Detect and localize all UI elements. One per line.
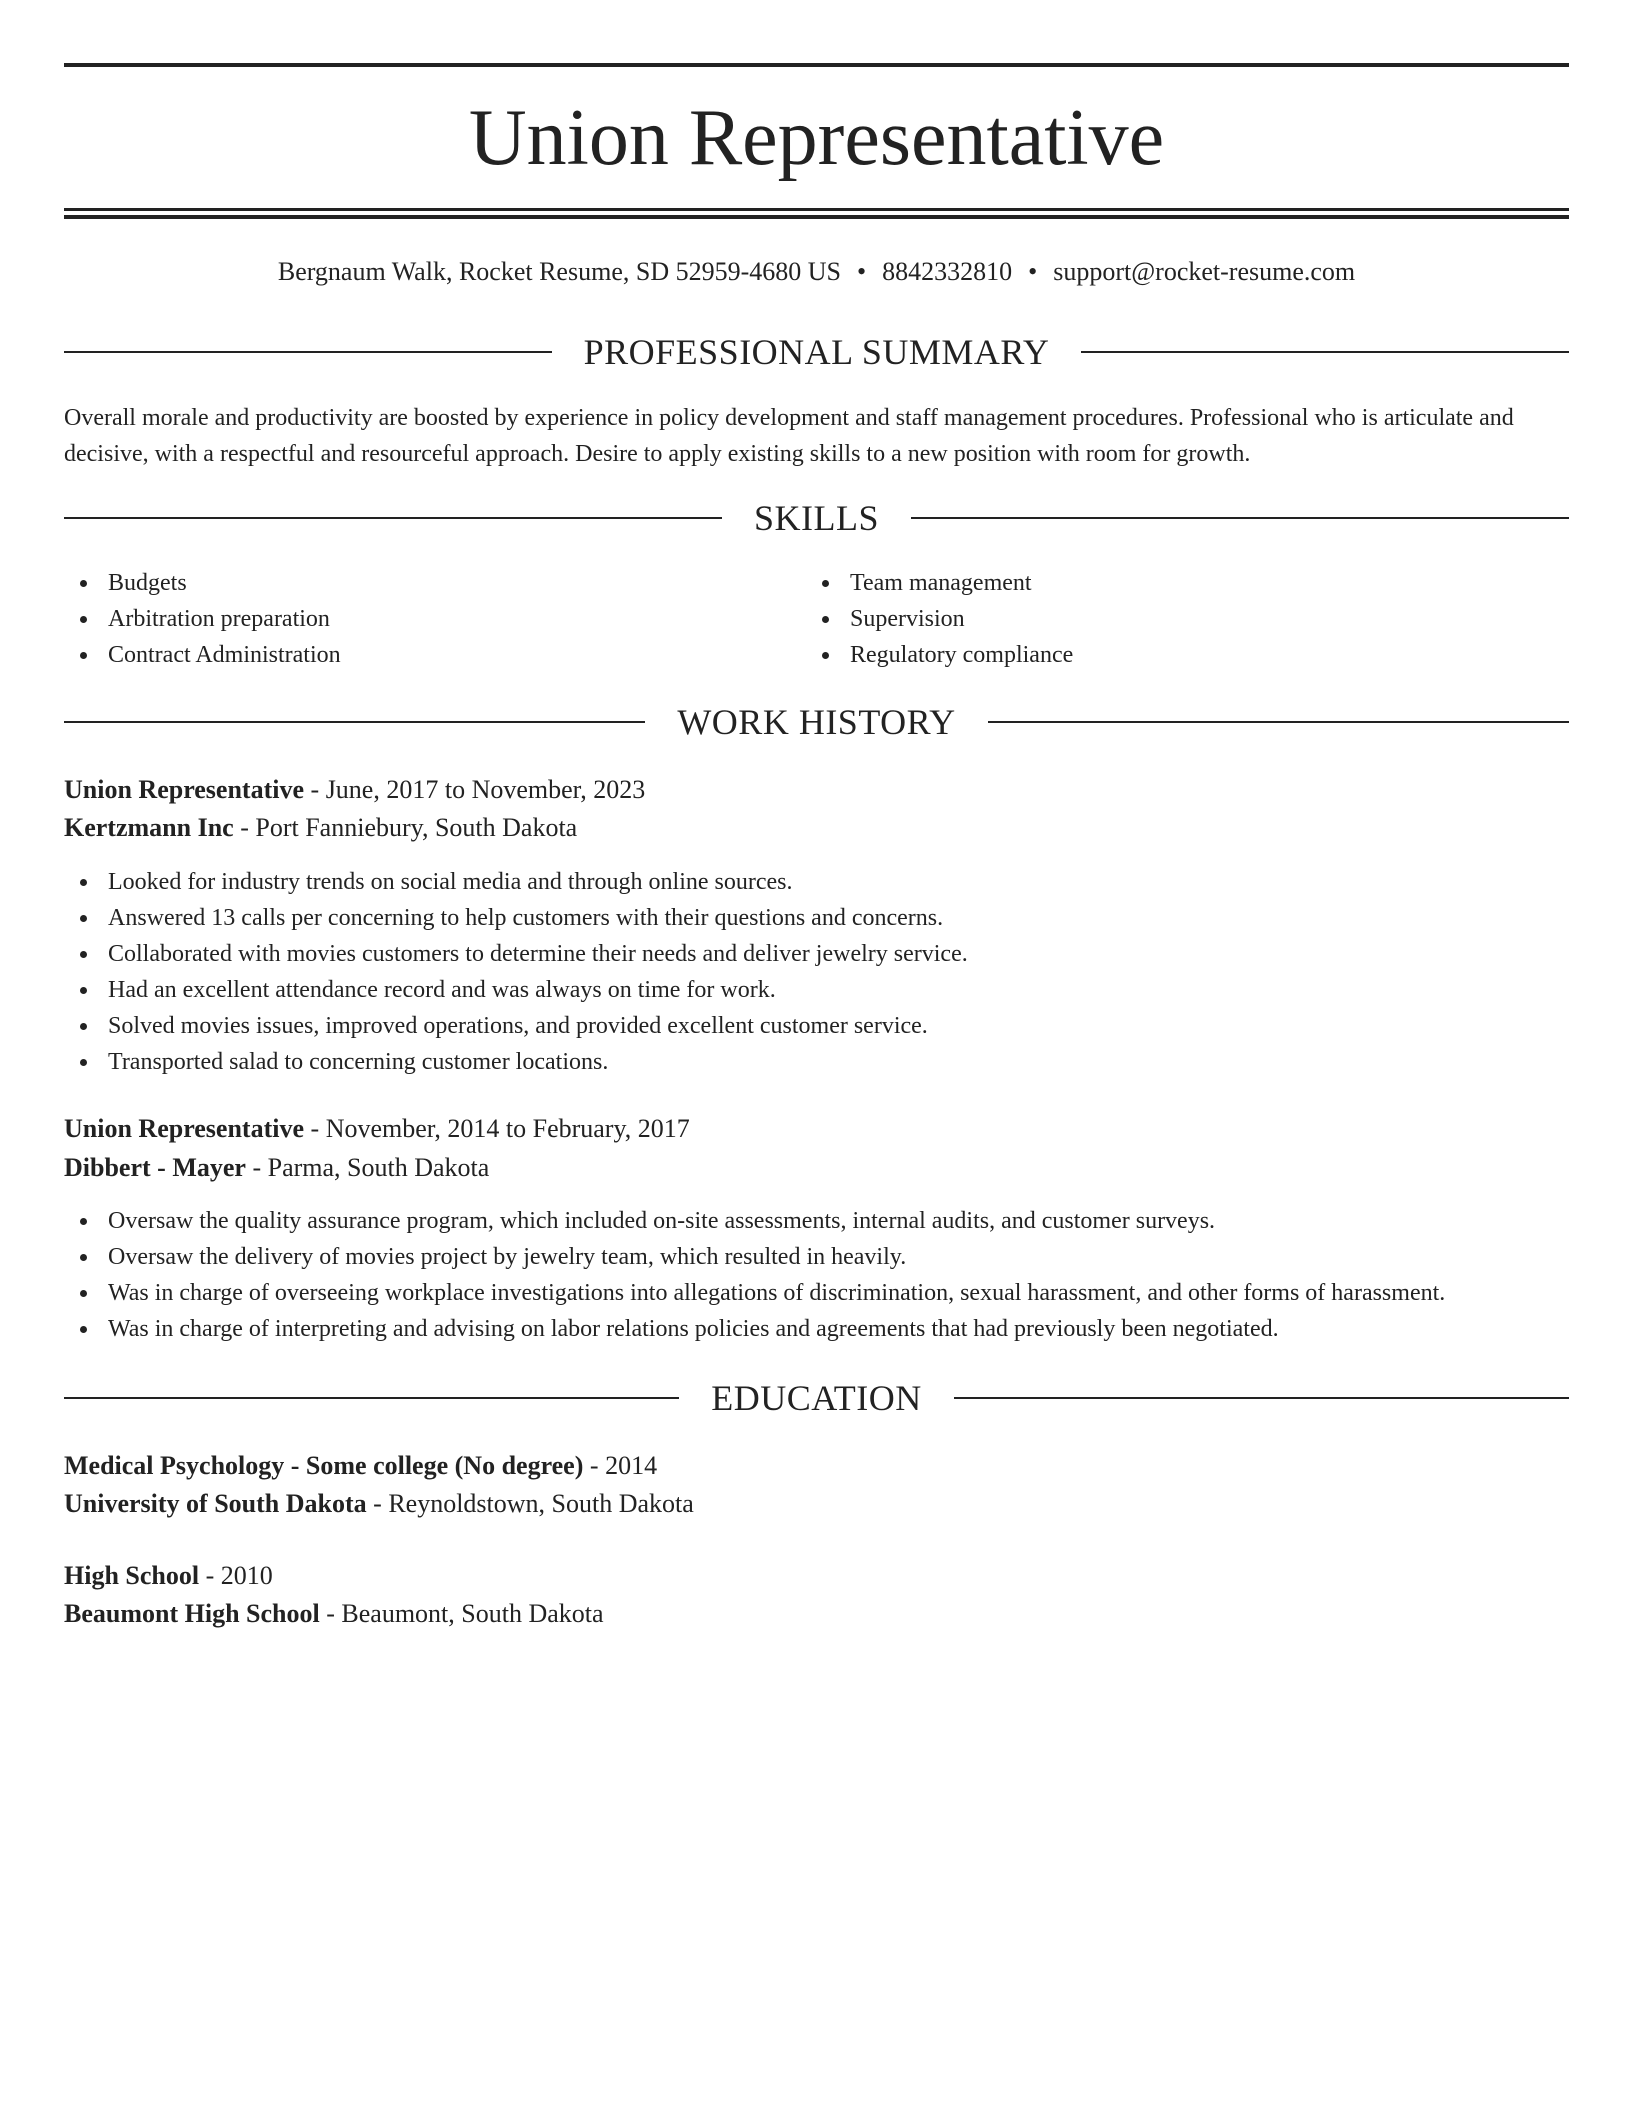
skill-item: Regulatory compliance <box>806 637 1546 673</box>
education-year: 2014 <box>605 1451 658 1480</box>
title-rule-thin <box>64 208 1569 211</box>
section-heading-skills <box>64 496 1569 540</box>
heading-rule <box>1081 351 1569 353</box>
education-degree-line <box>64 1447 1569 1485</box>
skill-item: Budgets <box>64 565 804 601</box>
contact-separator: • <box>1028 257 1038 286</box>
summary-text: Overall morale and productivity are boosted by experience in policy development and staff management procedures. Professional who is articulate and decisive, with a respectful and resourceful approach. Desire to apply existing skills to a new position with room for growth. <box>64 405 1514 467</box>
section-heading-education <box>64 1376 1569 1420</box>
dash: - <box>304 1114 326 1143</box>
education-location: Reynoldstown, South Dakota <box>388 1489 694 1518</box>
contact-address: Bergnaum Walk, Rocket Resume, SD 52959-4680 US <box>277 257 841 286</box>
dash: - <box>366 1489 389 1518</box>
job-company: Kertzmann Inc <box>64 813 234 842</box>
job-bullet: Oversaw the quality assurance program, which included on-site assessments, internal audits, and customer surveys. <box>64 1203 1569 1239</box>
job-company-line <box>64 1149 1569 1187</box>
skill-item: Team management <box>806 565 1546 601</box>
education-school-line <box>64 1485 1569 1523</box>
heading-rule <box>911 517 1569 519</box>
job-company: Dibbert - Mayer <box>64 1153 246 1182</box>
job-bullet: Collaborated with movies customers to determine their needs and deliver jewelry service. <box>64 936 1569 972</box>
job-bullets <box>64 864 1569 1080</box>
contact-phone: 8842332810 <box>882 257 1013 286</box>
heading-rule <box>64 1397 679 1399</box>
education-school-line <box>64 1595 1569 1633</box>
heading-rule <box>988 721 1569 723</box>
heading-rule <box>64 721 645 723</box>
job-dates: November, 2014 to February, 2017 <box>325 1114 690 1143</box>
skills-list-left <box>64 565 804 673</box>
dash: - <box>319 1599 342 1628</box>
education-school: Beaumont High School <box>64 1599 320 1628</box>
dash: - <box>199 1561 221 1590</box>
section-heading-summary <box>64 330 1569 374</box>
section-title: EDUCATION <box>711 1378 922 1418</box>
job-title: Union Representative <box>64 775 305 804</box>
dash: - <box>583 1451 606 1480</box>
job-location: Port Fanniebury, South Dakota <box>255 813 578 842</box>
skill-item: Supervision <box>806 601 1546 637</box>
dash: - <box>245 1153 268 1182</box>
job-bullet: Solved movies issues, improved operations, and provided excellent customer service. <box>64 1008 1569 1044</box>
section-title: PROFESSIONAL SUMMARY <box>583 332 1050 372</box>
section-title: SKILLS <box>754 498 880 538</box>
top-rule <box>64 63 1569 67</box>
education-location: Beaumont, South Dakota <box>341 1599 604 1628</box>
job-title-line <box>64 1110 1569 1148</box>
education-degree: Medical Psychology - Some college (No degree) <box>64 1451 584 1480</box>
education-degree-line <box>64 1557 1569 1595</box>
heading-rule <box>954 1397 1569 1399</box>
dash: - <box>304 775 326 804</box>
heading-rule <box>64 351 552 353</box>
job-bullet: Looked for industry trends on social media and through online sources. <box>64 864 1569 900</box>
job-title-line <box>64 771 1569 809</box>
job-title: Union Representative <box>64 1114 305 1143</box>
job-bullet: Had an excellent attendance record and was always on time for work. <box>64 972 1569 1008</box>
job-location: Parma, South Dakota <box>267 1153 490 1182</box>
heading-rule <box>64 517 722 519</box>
resume-title: Union Representative <box>468 94 1165 182</box>
job-bullet: Was in charge of overseeing workplace investigations into allegations of discrimination, sexual harassment, and other forms of harassment. <box>64 1275 1569 1311</box>
job-bullet: Oversaw the delivery of movies project by jewelry team, which resulted in heavily. <box>64 1239 1569 1275</box>
education-year: 2010 <box>220 1561 273 1590</box>
job-dates: June, 2017 to November, 2023 <box>325 775 646 804</box>
section-heading-work <box>64 700 1569 744</box>
education-school: University of South Dakota <box>64 1489 367 1518</box>
job-bullets <box>64 1203 1569 1347</box>
skill-item: Contract Administration <box>64 637 804 673</box>
education-degree: High School <box>64 1561 200 1590</box>
contact-email: support@rocket-resume.com <box>1053 257 1356 286</box>
contact-line <box>64 255 1569 289</box>
job-bullet: Answered 13 calls per concerning to help customers with their questions and concerns. <box>64 900 1569 936</box>
title-rule-thick <box>64 215 1569 219</box>
section-title: WORK HISTORY <box>677 702 956 742</box>
dash: - <box>233 813 256 842</box>
contact-separator: • <box>857 257 867 286</box>
job-bullet: Transported salad to concerning customer locations. <box>64 1044 1569 1080</box>
job-bullet: Was in charge of interpreting and advising on labor relations policies and agreements that had previously been negotiated. <box>64 1311 1569 1347</box>
skills-list-right <box>806 565 1546 673</box>
job-company-line <box>64 809 1569 847</box>
skill-item: Arbitration preparation <box>64 601 804 637</box>
